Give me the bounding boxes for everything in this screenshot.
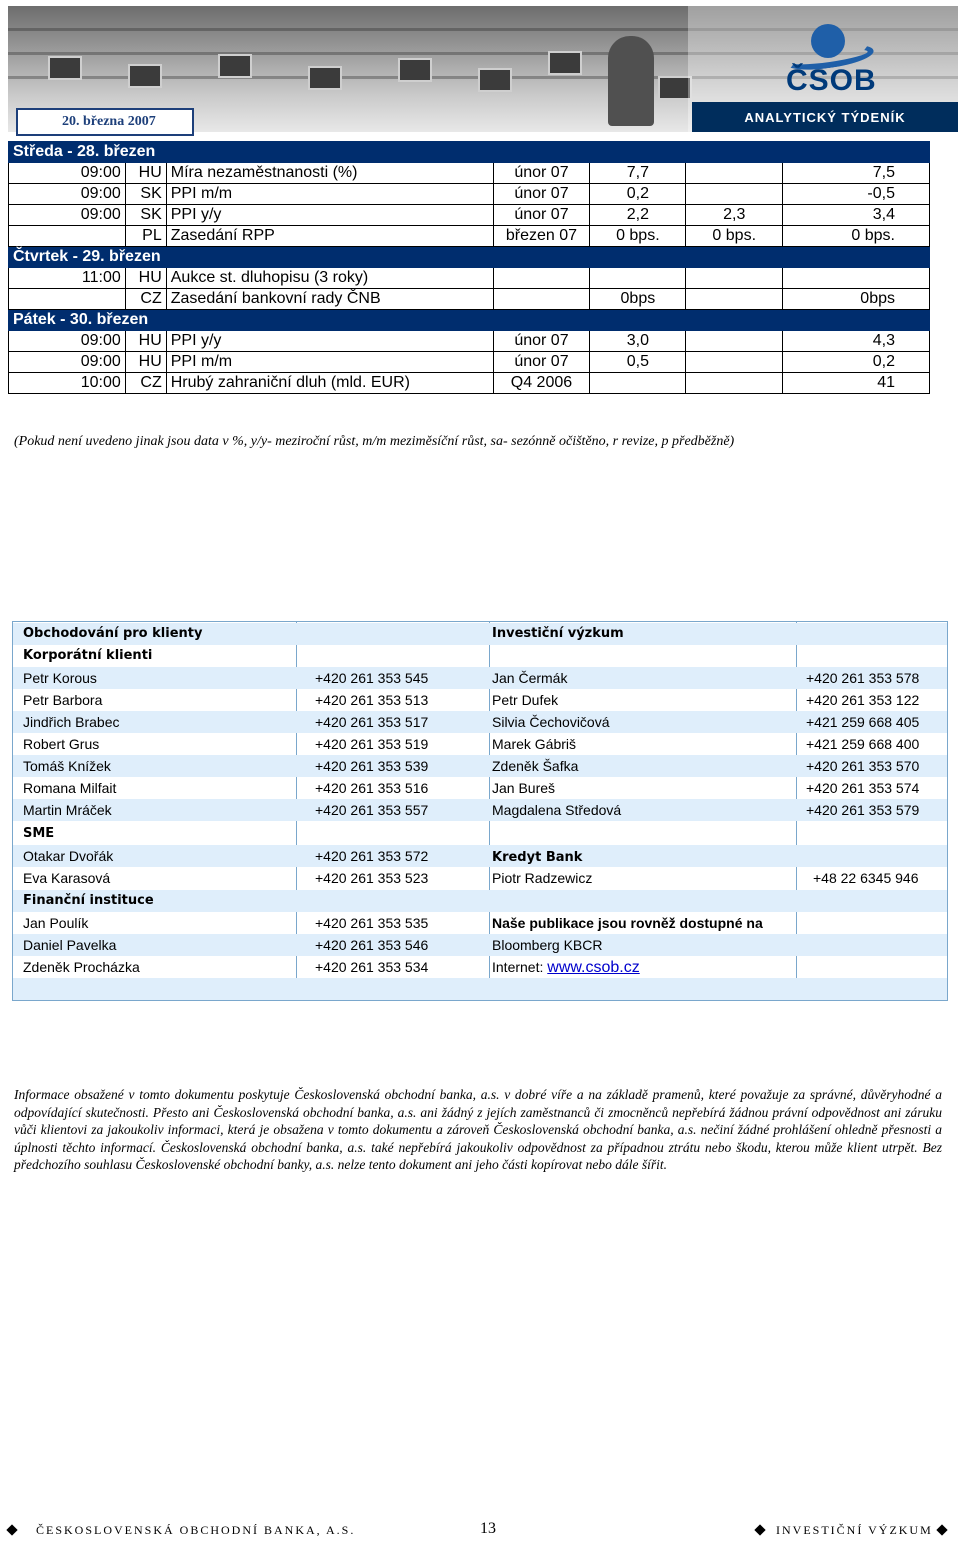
cell-indicator: Zasedání RPP	[166, 226, 493, 247]
contact-phone: +420 261 353 570	[806, 758, 920, 774]
cell-consensus: 4,3	[783, 331, 930, 352]
contact-name: Eva Karasová	[23, 870, 111, 886]
section-title-trading: Obchodování pro klienty	[23, 626, 203, 641]
contact-phone: +420 261 353 557	[315, 802, 429, 818]
cell-forecast	[686, 331, 783, 352]
cell-consensus: 41	[783, 373, 930, 394]
calendar-row	[9, 289, 930, 310]
cell-consensus: 0 bps.	[783, 226, 930, 247]
contact-name: Jindřich Brabec	[23, 714, 120, 730]
contact-name: Daniel Pavelka	[23, 937, 117, 953]
calendar-row	[9, 331, 930, 352]
publications-title: Naše publikace jsou rovněž dostupné na	[492, 915, 763, 931]
cell-time: 11:00	[9, 268, 126, 289]
contact-phone: +420 261 353 517	[315, 714, 429, 730]
contact-name: Piotr Radzewicz	[492, 870, 593, 886]
cell-previous: 0 bps.	[590, 226, 686, 247]
cell-indicator: PPI y/y	[166, 331, 493, 352]
economic-calendar-table	[8, 141, 930, 394]
financial-header-row	[13, 890, 947, 912]
page-number: 13	[480, 1520, 496, 1537]
cell-period	[493, 289, 590, 310]
day-header-row	[9, 142, 930, 163]
section-title-financial: Finanční instituce	[23, 893, 154, 908]
contact-name: Magdalena Středová	[492, 802, 622, 818]
cell-consensus: 7,5	[783, 163, 930, 184]
contact-name: Otakar Dvořák	[23, 848, 114, 864]
contact-row	[13, 667, 947, 689]
contact-row	[13, 934, 947, 956]
contact-row	[13, 799, 947, 821]
calendar-row	[9, 352, 930, 373]
contact-phone: +420 261 353 572	[315, 848, 429, 864]
cell-forecast	[686, 373, 783, 394]
corporate-header-row	[13, 645, 947, 667]
calendar-row	[9, 226, 930, 247]
calendar-row	[9, 268, 930, 289]
cell-time	[9, 289, 126, 310]
calendar-row	[9, 184, 930, 205]
cell-indicator: Míra nezaměstnanosti (%)	[166, 163, 493, 184]
page-footer	[8, 1520, 952, 1542]
contact-phone: +420 261 353 535	[315, 915, 429, 931]
contact-phone: +420 261 353 523	[315, 870, 429, 886]
contact-name: Zdeněk Procházka	[23, 959, 140, 975]
day-label: Čtvrtek - 29. březen	[9, 247, 930, 268]
diamond-icon	[8, 1523, 16, 1538]
cell-country: HU	[125, 163, 166, 184]
cell-period: únor 07	[493, 163, 590, 184]
contact-name: Martin Mráček	[23, 802, 112, 818]
contact-name: Marek Gábriš	[492, 736, 577, 752]
cell-country: HU	[125, 331, 166, 352]
contact-phone: +420 261 353 578	[806, 670, 920, 686]
diamond-icon	[938, 1523, 946, 1538]
day-label: Pátek - 30. březen	[9, 310, 930, 331]
publication-bloomberg: Bloomberg KBCR	[492, 937, 603, 953]
cell-previous: 0,2	[590, 184, 686, 205]
footer-department: INVESTIČNÍ VÝZKUM	[776, 1523, 933, 1537]
contact-phone: +420 261 353 545	[315, 670, 429, 686]
logo-text: ČSOB	[786, 64, 877, 97]
cell-forecast	[686, 352, 783, 373]
cell-consensus: 3,4	[783, 205, 930, 226]
cell-period: únor 07	[493, 205, 590, 226]
calendar-row	[9, 205, 930, 226]
cell-time: 09:00	[9, 331, 126, 352]
cell-period: březen 07	[493, 226, 590, 247]
cell-period: únor 07	[493, 331, 590, 352]
cell-time: 10:00	[9, 373, 126, 394]
contact-row	[13, 956, 947, 978]
cell-time: 09:00	[9, 205, 126, 226]
contacts-header-row	[13, 623, 947, 645]
contact-row	[13, 711, 947, 733]
cell-previous	[590, 268, 686, 289]
cell-country: HU	[125, 352, 166, 373]
contact-phone: +420 261 353 574	[806, 780, 920, 796]
cell-forecast	[686, 289, 783, 310]
contact-name: Zdeněk Šafka	[492, 758, 579, 774]
cell-country: PL	[125, 226, 166, 247]
calendar-row	[9, 373, 930, 394]
footer-bank-name: ČESKOSLOVENSKÁ OBCHODNÍ BANKA, A.S.	[36, 1523, 356, 1537]
contact-phone: +420 261 353 519	[315, 736, 429, 752]
contact-name: Jan Poulík	[23, 915, 89, 931]
cell-indicator: PPI m/m	[166, 352, 493, 373]
cell-time	[9, 226, 126, 247]
contact-name: Silvia Čechovičová	[492, 714, 610, 730]
contact-phone: +420 261 353 122	[806, 692, 920, 708]
cell-indicator: PPI m/m	[166, 184, 493, 205]
contact-phone: +48 22 6345 946	[813, 870, 919, 886]
contact-name: Petr Barbora	[23, 692, 103, 708]
contact-name: Petr Dufek	[492, 692, 559, 708]
cell-indicator: Zasedání bankovní rady ČNB	[166, 289, 493, 310]
cell-forecast: 0 bps.	[686, 226, 783, 247]
contact-name: Robert Grus	[23, 736, 100, 752]
cell-consensus: 0bps	[783, 289, 930, 310]
contact-row	[13, 867, 947, 889]
cell-country: CZ	[125, 373, 166, 394]
cell-period: únor 07	[493, 184, 590, 205]
calendar-row	[9, 163, 930, 184]
day-label: Středa - 28. březen	[9, 142, 930, 163]
cell-period: Q4 2006	[493, 373, 590, 394]
contact-phone: +421 259 668 405	[806, 714, 920, 730]
cell-previous: 3,0	[590, 331, 686, 352]
cell-consensus: 0,2	[783, 352, 930, 373]
contact-phone: +420 261 353 579	[806, 802, 920, 818]
cell-period: únor 07	[493, 352, 590, 373]
cell-country: SK	[125, 205, 166, 226]
disclaimer-text: Informace obsažené v tomto dokumentu poskytuje Československá obchodní banka, a.s. v dobré víře a na základě pramenů, které považuje za správné, důvěryhodné a odpovídající skutečnosti. Přesto ani Československá obchodní banka, a.s. ani žádný z jejích zaměstnanců či zmocněnců nepřebírá žádnou právní odpovědnost ani záruku vůči klientovi za jakoukoliv informaci, která je obsažena v tomto dokumentu a zároveň Československá obchodní banka, a.s. nečiní žádné prohlášení ohledně přesnosti a úplnosti těchto informací. Československá obchodní banka, a.s. také nepřebírá jakoukoliv odpovědnost za případnou ztrátu nebo škodu, kterou může klient utrpět. Bez předchozího souhlasu Československé obchodní banky, a.s. nelze tento dokument ani jeho části kopírovat nebo dále šířit.	[14, 1087, 942, 1172]
empty-row	[13, 978, 947, 1000]
contact-row	[13, 912, 947, 934]
contact-name: Tomáš Knížek	[23, 758, 111, 774]
contact-phone: +420 261 353 534	[315, 959, 429, 975]
cell-time: 09:00	[9, 352, 126, 373]
contact-phone: +420 261 353 513	[315, 692, 429, 708]
contact-name: Jan Čermák	[492, 670, 568, 686]
cell-forecast	[686, 163, 783, 184]
section-title-research: Investiční výzkum	[492, 626, 624, 641]
contacts-box	[12, 621, 948, 1001]
cell-previous: 7,7	[590, 163, 686, 184]
internet-label: Internet:	[492, 959, 548, 975]
cell-previous: 0,5	[590, 352, 686, 373]
data-note: (Pokud není uvedeno jinak jsou data v %, y/y- meziroční růst, m/m meziměsíční růst, sa- sezónně očištěno, r revize, p předběžně)	[14, 434, 735, 449]
contact-phone: +421 259 668 400	[806, 736, 920, 752]
cell-previous: 2,2	[590, 205, 686, 226]
cell-consensus: -0,5	[783, 184, 930, 205]
cell-previous: 0bps	[590, 289, 686, 310]
contact-phone: +420 261 353 516	[315, 780, 429, 796]
website-link[interactable]: www.csob.cz	[547, 959, 640, 976]
sme-header-row	[13, 823, 947, 845]
cell-indicator: Hrubý zahraniční dluh (mld. EUR)	[166, 373, 493, 394]
contact-name: Jan Bureš	[492, 780, 556, 796]
cell-time: 09:00	[9, 184, 126, 205]
diamond-icon	[756, 1523, 764, 1538]
contact-row	[13, 777, 947, 799]
cell-period	[493, 268, 590, 289]
cell-previous	[590, 373, 686, 394]
section-title-corporate: Korporátní klienti	[23, 648, 153, 663]
contact-phone: +420 261 353 539	[315, 758, 429, 774]
day-header-row	[9, 310, 930, 331]
contact-row	[13, 845, 947, 867]
cell-forecast	[686, 184, 783, 205]
cell-indicator: PPI y/y	[166, 205, 493, 226]
section-title-kredyt: Kredyt Bank	[492, 850, 583, 865]
cell-country: SK	[125, 184, 166, 205]
contact-phone: +420 261 353 546	[315, 937, 429, 953]
contact-row	[13, 755, 947, 777]
contact-name: Romana Milfait	[23, 780, 117, 796]
cell-forecast: 2,3	[686, 205, 783, 226]
contact-name: Petr Korous	[23, 670, 97, 686]
cell-country: HU	[125, 268, 166, 289]
cell-country: CZ	[125, 289, 166, 310]
contact-row	[13, 733, 947, 755]
day-header-row	[9, 247, 930, 268]
page-header	[8, 6, 958, 132]
section-title-sme: SME	[23, 826, 55, 841]
publication-title: ANALYTICKÝ TÝDENÍK	[692, 102, 958, 132]
issue-date: 20. března 2007	[16, 108, 194, 136]
cell-indicator: Aukce st. dluhopisu (3 roky)	[166, 268, 493, 289]
contact-row	[13, 689, 947, 711]
publication-internet	[492, 959, 640, 977]
cell-forecast	[686, 268, 783, 289]
cell-consensus	[783, 268, 930, 289]
cell-time: 09:00	[9, 163, 126, 184]
